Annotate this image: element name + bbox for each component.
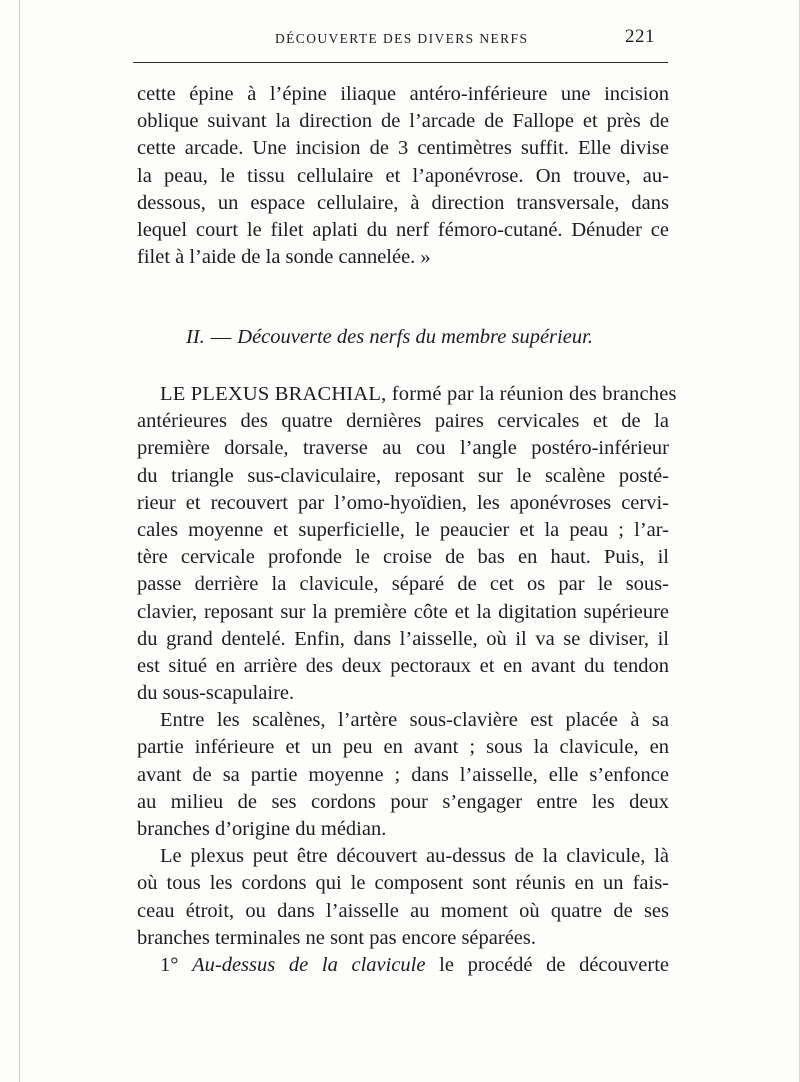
- text-line: Entre les scalènes, l’artère sous-clavière est placée à sa: [160, 709, 669, 732]
- text-line: du triangle sus-claviculaire, reposant sur le scalène posté-: [137, 464, 669, 487]
- text-line: branches terminales ne sont pas encore séparées.: [137, 926, 537, 949]
- subsection-text: le procédé de découverte: [439, 953, 670, 976]
- text-line: passe derrière la clavicule, séparé de cet os par le sous-: [137, 573, 669, 596]
- continued-paragraph: [137, 81, 669, 271]
- text-line: du sous-scapulaire.: [137, 682, 295, 705]
- text-line: est situé en arrière des deux pectoraux et en avant du tendon: [137, 654, 669, 677]
- text-line: du grand dentelé. Enfin, dans l’aisselle, où il va se diviser, il: [137, 627, 669, 650]
- text-line: avant de sa partie moyenne ; dans l’aisselle, elle s’enfonce: [137, 763, 669, 786]
- text-line: oblique suivant la direction de l’arcade de Fallope et près de: [137, 110, 669, 133]
- text-line: la peau, le tissu cellulaire et l’aponévrose. On trouve, au-: [137, 164, 669, 187]
- text-line: clavier, reposant sur la première côte et la digitation supérieure: [137, 600, 669, 623]
- text-line: lequel court le filet aplati du nerf fémoro-cutané. Dénuder ce: [137, 218, 669, 241]
- section-dash: —: [210, 326, 232, 348]
- text-line: branches d’origine du médian.: [137, 818, 387, 840]
- text-line: ceau étroit, ou dans l’aisselle au moment où quatre de ses: [137, 899, 669, 922]
- section-number: II.: [186, 326, 205, 348]
- running-head: [0, 26, 800, 50]
- subsection-title: Au-dessus de la clavicule: [192, 953, 426, 976]
- text-line: cales moyenne et superficielle, le peaucier et la peau ; l’ar-: [137, 518, 669, 541]
- page-left-edge: [19, 0, 20, 1082]
- text-line: où tous les cordons qui le composent sont réunis en un fais-: [137, 872, 669, 895]
- text-line: dessous, un espace cellulaire, à direction transversale, dans: [137, 191, 669, 214]
- text-line: antérieures des quatre dernières paires cervicales et de la: [137, 410, 669, 433]
- text-line: cette épine à l’épine iliaque antéro-inférieure une incision: [137, 83, 669, 105]
- text-line: au milieu de ses cordons pour s’engager entre les deux: [137, 790, 669, 813]
- text-line-subsection: [137, 952, 669, 979]
- text-line: partie inférieure et un peu en avant ; sous la clavicule, en: [137, 736, 669, 759]
- page-number: 221: [625, 26, 655, 47]
- text-line: LE PLEXUS BRACHIAL, formé par la réunion des branches: [160, 383, 677, 405]
- text-line: rieur et recouvert par l’omo-hyoïdien, les aponévroses cervi-: [137, 491, 669, 514]
- subsection-marker: 1°: [160, 953, 179, 976]
- header-rule: [133, 62, 668, 63]
- text-line: Le plexus peut être découvert au-dessus de la clavicule, là: [160, 845, 669, 868]
- section-heading: [186, 326, 593, 349]
- main-text: [137, 381, 677, 979]
- running-title: DÉCOUVERTE DES DIVERS NERFS: [275, 31, 529, 46]
- text-line: tère cervicale profonde le croise de bas en haut. Puis, il: [137, 546, 669, 569]
- text-line: première dorsale, traverse au cou l’angle postéro-inférieur: [137, 437, 669, 460]
- section-title: Découverte des nerfs du membre supérieur.: [237, 326, 593, 348]
- text-line: cette arcade. Une incision de 3 centimètres suffit. Elle divise: [137, 137, 669, 160]
- text-line: filet à l’aide de la sonde cannelée. »: [137, 246, 431, 269]
